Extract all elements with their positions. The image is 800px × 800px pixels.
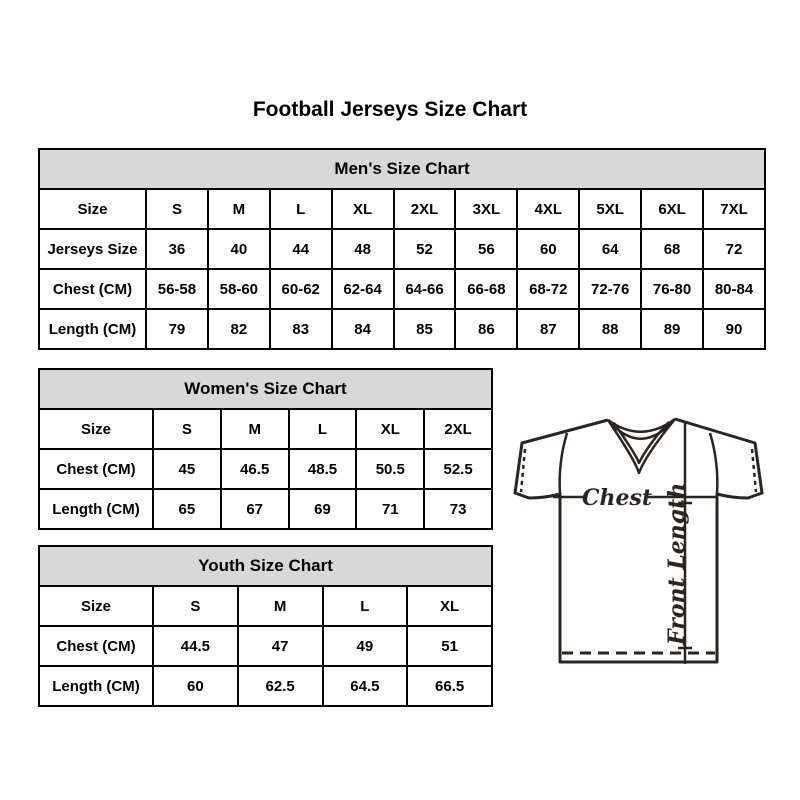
page-title: Football Jerseys Size Chart	[252, 98, 528, 121]
row-label-cell: Length (CM)	[39, 489, 153, 529]
value-cell: 85	[394, 309, 456, 349]
value-cell: 60-62	[270, 269, 332, 309]
value-cell: 87	[517, 309, 579, 349]
value-cell: 50.5	[356, 449, 424, 489]
value-cell: 3XL	[455, 189, 517, 229]
value-cell: 48	[332, 229, 394, 269]
value-cell: XL	[356, 409, 424, 449]
womens-table-title: Women's Size Chart	[39, 369, 492, 409]
value-cell: 66.5	[407, 666, 492, 706]
value-cell: 49	[323, 626, 408, 666]
value-cell: 40	[208, 229, 270, 269]
youth-table-title: Youth Size Chart	[39, 546, 492, 586]
value-cell: 72-76	[579, 269, 641, 309]
value-cell: 44.5	[153, 626, 238, 666]
value-cell: 69	[289, 489, 357, 529]
table-row	[39, 409, 492, 449]
value-cell: 64-66	[394, 269, 456, 309]
value-cell: 56	[455, 229, 517, 269]
value-cell: 68-72	[517, 269, 579, 309]
value-cell: 62.5	[238, 666, 323, 706]
front-length-label: Front Length	[664, 482, 690, 645]
row-label-cell: Jerseys Size	[39, 229, 146, 269]
value-cell: 46.5	[221, 449, 289, 489]
value-cell: 76-80	[641, 269, 703, 309]
value-cell: 66-68	[455, 269, 517, 309]
value-cell: 45	[153, 449, 221, 489]
value-cell: 64	[579, 229, 641, 269]
value-cell: 60	[153, 666, 238, 706]
value-cell: 64.5	[323, 666, 408, 706]
value-cell: 2XL	[394, 189, 456, 229]
row-label-cell: Length (CM)	[39, 666, 153, 706]
value-cell: 4XL	[517, 189, 579, 229]
value-cell: M	[221, 409, 289, 449]
value-cell: L	[323, 586, 408, 626]
right-sleeve-seam	[710, 433, 717, 494]
value-cell: M	[238, 586, 323, 626]
value-cell: 56-58	[146, 269, 208, 309]
womens-size-table	[38, 368, 493, 530]
row-label-cell: Chest (CM)	[39, 449, 153, 489]
value-cell: 80-84	[703, 269, 765, 309]
value-cell: XL	[332, 189, 394, 229]
value-cell: 52	[394, 229, 456, 269]
table-row	[39, 666, 492, 706]
row-label-cell: Length (CM)	[39, 309, 146, 349]
mens-size-table	[38, 148, 766, 350]
row-label-cell: Size	[39, 189, 146, 229]
value-cell: 60	[517, 229, 579, 269]
value-cell: 88	[579, 309, 641, 349]
value-cell: 73	[424, 489, 492, 529]
value-cell: 86	[455, 309, 517, 349]
value-cell: 36	[146, 229, 208, 269]
value-cell: 5XL	[579, 189, 641, 229]
table-row	[39, 189, 765, 229]
value-cell: S	[146, 189, 208, 229]
jersey-measurement-diagram	[498, 405, 780, 675]
value-cell: 83	[270, 309, 332, 349]
value-cell: 44	[270, 229, 332, 269]
value-cell: 89	[641, 309, 703, 349]
table-row	[39, 626, 492, 666]
value-cell: XL	[407, 586, 492, 626]
table-row	[39, 309, 765, 349]
jersey-outline	[515, 419, 762, 662]
value-cell: 51	[407, 626, 492, 666]
value-cell: L	[270, 189, 332, 229]
value-cell: 2XL	[424, 409, 492, 449]
table-row	[39, 449, 492, 489]
table-row	[39, 489, 492, 529]
chest-label: Chest	[581, 485, 653, 511]
value-cell: 90	[703, 309, 765, 349]
value-cell: 82	[208, 309, 270, 349]
left-sleeve-seam	[560, 433, 567, 494]
mens-table-title: Men's Size Chart	[39, 149, 765, 189]
value-cell: 52.5	[424, 449, 492, 489]
value-cell: 62-64	[332, 269, 394, 309]
value-cell: 71	[356, 489, 424, 529]
table-row	[39, 269, 765, 309]
value-cell: L	[289, 409, 357, 449]
value-cell: 65	[153, 489, 221, 529]
value-cell: 47	[238, 626, 323, 666]
table-row	[39, 586, 492, 626]
value-cell: 67	[221, 489, 289, 529]
value-cell: M	[208, 189, 270, 229]
value-cell: 79	[146, 309, 208, 349]
row-label-cell: Chest (CM)	[39, 626, 153, 666]
row-label-cell: Chest (CM)	[39, 269, 146, 309]
youth-size-table	[38, 545, 493, 707]
value-cell: 58-60	[208, 269, 270, 309]
value-cell: 84	[332, 309, 394, 349]
value-cell: 7XL	[703, 189, 765, 229]
row-label-cell: Size	[39, 586, 153, 626]
row-label-cell: Size	[39, 409, 153, 449]
value-cell: 48.5	[289, 449, 357, 489]
value-cell: 6XL	[641, 189, 703, 229]
value-cell: S	[153, 409, 221, 449]
value-cell: 72	[703, 229, 765, 269]
table-row	[39, 229, 765, 269]
value-cell: S	[153, 586, 238, 626]
value-cell: 68	[641, 229, 703, 269]
